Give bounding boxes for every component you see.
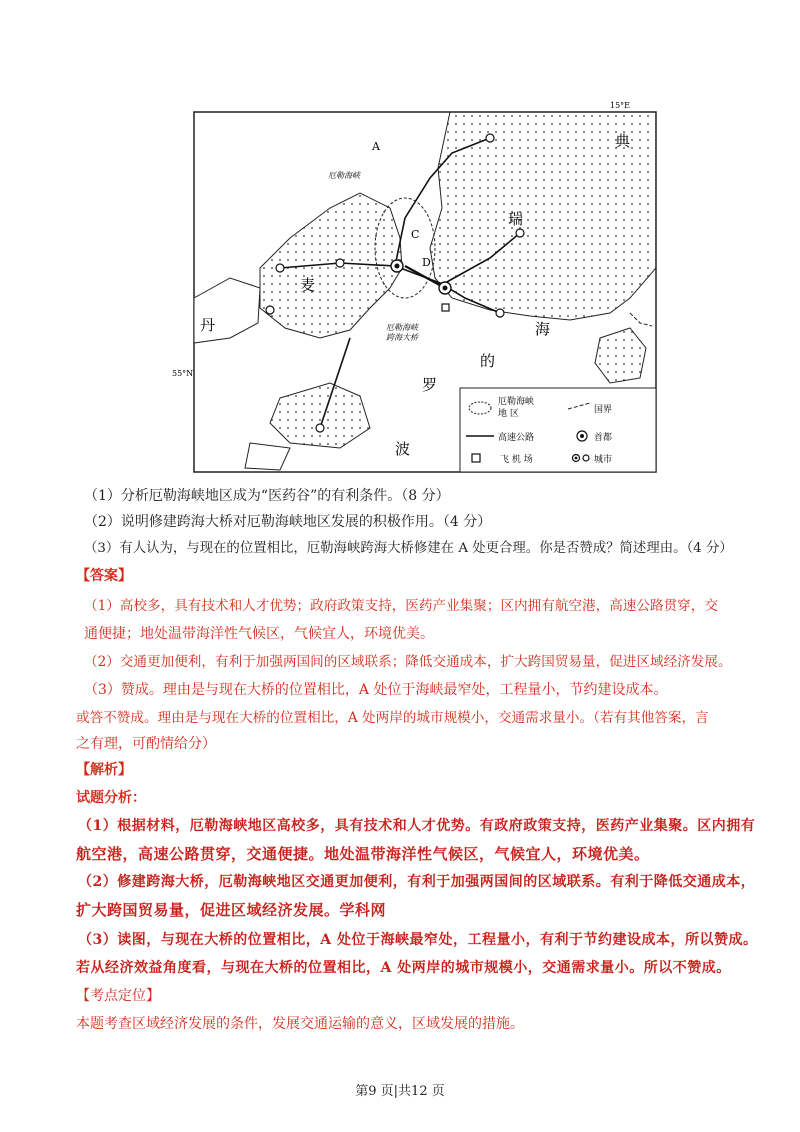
answer-line: （2）交通更加便利，有利于加强两国间的区域联系；降低交通成本，扩大跨国贸易量，促进区域经济发展。 xyxy=(84,654,732,670)
label-c: C xyxy=(411,228,420,241)
answer-line: 通便捷；地处温带海洋性气候区，气候宜人，环境优美。 xyxy=(84,626,434,642)
analysis-line: （3）读图，与现在大桥的位置相比，A 处位于海峡最窄处，工程量小，有利于节约建设成本，所以赞成。 xyxy=(78,932,758,948)
analysis-line: 扩大跨国贸易量，促进区域经济发展。学科网 xyxy=(76,901,387,919)
place-rui: 瑞 xyxy=(508,210,524,228)
question-1: （1）分析厄勒海峡地区成为“医药谷”的有利条件。（8 分） xyxy=(84,488,450,504)
kaodian-text: 本题考查区域经济发展的条件，发展交通运输的意义，区域发展的措施。 xyxy=(76,1016,524,1032)
legend-city: 城市 xyxy=(594,455,613,465)
city-icon xyxy=(336,259,344,267)
city-icon xyxy=(276,264,284,272)
analysis-line: 航空港，高速公路贯穿，交通便捷。地处温带海洋性气候区，气候宜人，环境优美。 xyxy=(76,845,650,863)
analysis-line: （2）修建跨海大桥，厄勒海峡地区交通更加便利，有利于加强两国间的区域联系。有利于降低交通成本， xyxy=(78,874,756,890)
legend-region-line2: 地 区 xyxy=(498,409,519,419)
place-dian: 典 xyxy=(615,132,631,150)
answer-line: 之有理，可酌情给分） xyxy=(76,736,216,752)
legend-border: 国界 xyxy=(594,405,613,415)
strait-map xyxy=(172,98,660,476)
place-bo: 波 xyxy=(395,440,411,458)
analysis-line: 若从经济效益角度看，与现在大桥的位置相比，A 处两岸的城市规模小，交通需求量小。所以不赞成。 xyxy=(76,960,731,976)
city-icon xyxy=(316,424,324,432)
map-legend xyxy=(460,388,656,472)
legend-region-line1: 厄勒海峡 xyxy=(498,397,535,407)
legend-airport: 飞 机 场 xyxy=(500,455,533,465)
city-icon xyxy=(486,134,494,142)
legend-capital: 首都 xyxy=(594,433,613,443)
place-hai: 海 xyxy=(535,320,551,338)
city-icon xyxy=(496,309,504,317)
strait-label: 厄勒海峡 xyxy=(328,171,360,180)
coord-top-right: 15°E xyxy=(610,101,631,110)
analysis-intro: 试题分析： xyxy=(76,790,146,806)
analysis-header: 【解析】 xyxy=(76,762,132,778)
legend-highway: 高速公路 xyxy=(498,433,535,443)
question-3: （3）有人认为，与现在的位置相比，厄勒海峡跨海大桥修建在 A 处更合理。你是否赞成？简述理由。（4 分） xyxy=(84,541,733,556)
answer-line: （3）赞成。理由是与现在大桥的位置相比，A 处位于海峡最窄处，工程量小，节约建设成本。 xyxy=(84,682,668,698)
analysis-line: （1）根据材料，厄勒海峡地区高校多，具有技术和人才优势。有政府政策支持，医药产业集聚。区内拥有 xyxy=(78,818,756,834)
place-dan: 丹 xyxy=(200,316,216,334)
label-a: A xyxy=(372,140,380,153)
place-de: 的 xyxy=(480,352,496,370)
city-icon xyxy=(516,229,524,237)
question-2: （2）说明修建跨海大桥对厄勒海峡地区发展的积极作用。（4 分） xyxy=(84,514,492,530)
label-d: D xyxy=(422,256,431,269)
coord-left: 55°N xyxy=(172,369,194,378)
airport-icon xyxy=(442,304,449,311)
page-footer: 第9 页|共12 页 xyxy=(355,1084,445,1099)
place-luo: 罗 xyxy=(422,376,438,394)
answer-line: 或答不赞成。理由是与现在大桥的位置相比，A 处两岸的城市规模小，交通需求量小。（若有其他答案，言 xyxy=(76,710,709,726)
answer-header: 【答案】 xyxy=(76,568,132,584)
kaodian-header: 【考点定位】 xyxy=(76,988,160,1004)
answer-line: （1）高校多，具有技术和人才优势；政府政策支持，医药产业集聚；区内拥有航空港，高速公路贯穿，交 xyxy=(84,598,718,614)
place-mai: 麦 xyxy=(300,276,316,294)
bridge-label: 厄勒海峡跨海大桥 xyxy=(386,323,418,342)
city-icon xyxy=(266,306,274,314)
